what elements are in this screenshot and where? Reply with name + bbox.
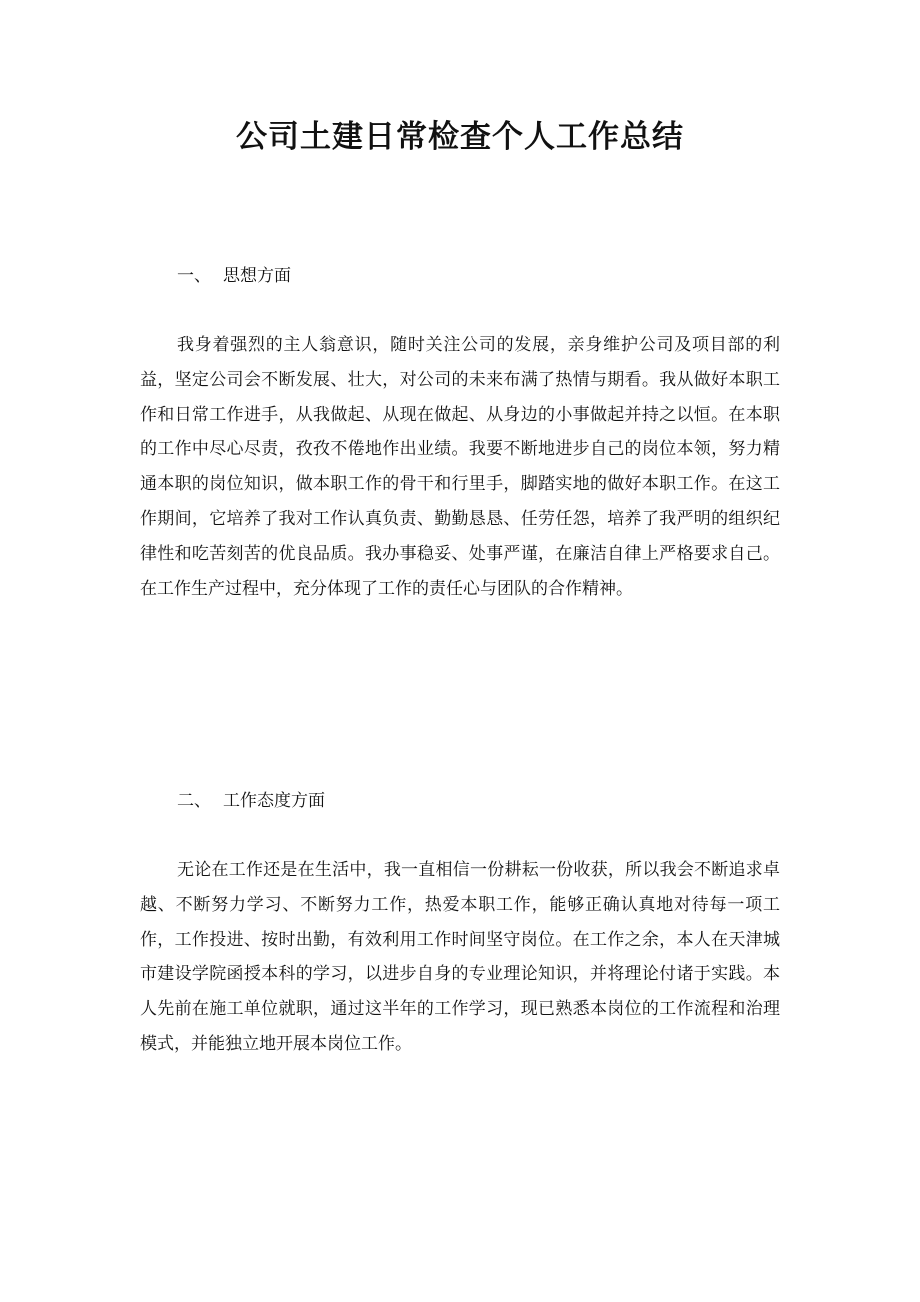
section-paragraph-1: 我身着强烈的主人翁意识，随时关注公司的发展，亲身维护公司及项目部的利益，坚定公司会不断发展、壮大，对公司的未来布满了热情与期看。我从做好本职工作和日常工作进手，从我做起、从现在做起、从身边的小事做起并持之以恒。在本职的工作中尽心尽责，孜孜不倦地作出业绩。我要不断地进步自己的岗位本领，努力精通本职的岗位知识，做本职工作的骨干和行里手，脚踏实地的做好本职工作。在这工作期间，它培养了我对工作认真负责、勤勤恳恳、任劳任怨，培养了我严明的组织纪律性和吃苦刻苦的优良品质。我办事稳妥、处事严谨，在廉洁自律上严格要求自己。在工作生产过程中，充分体现了工作的责任心与团队的合作精神。 <box>140 335 780 599</box>
section-paragraph-2: 无论在工作还是在生活中，我一直相信一份耕耘一份收获，所以我会不断追求卓越、不断努力学习、不断努力工作，热爱本职工作，能够正确认真地对待每一项工作，工作投进、按时出勤，有效利用工作时间坚守岗位。在工作之余，本人在天津城市建设学院函授本科的学习，以进步自身的专业理论知识，并将理论付诸于实践。本人先前在施工单位就职，通过这半年的工作学习，现已熟悉本岗位的工作流程和治理模式，并能独立地开展本岗位工作。 <box>140 860 780 1054</box>
section-title: 工作态度方面 <box>223 791 325 811</box>
section-title: 思想方面 <box>223 266 291 286</box>
section-number: 一、 <box>177 266 211 286</box>
document-title: 公司土建日常检查个人工作总结 <box>236 119 684 155</box>
section-heading-2 <box>177 787 325 815</box>
section-number: 二、 <box>177 791 211 811</box>
section-heading-1 <box>177 262 291 290</box>
